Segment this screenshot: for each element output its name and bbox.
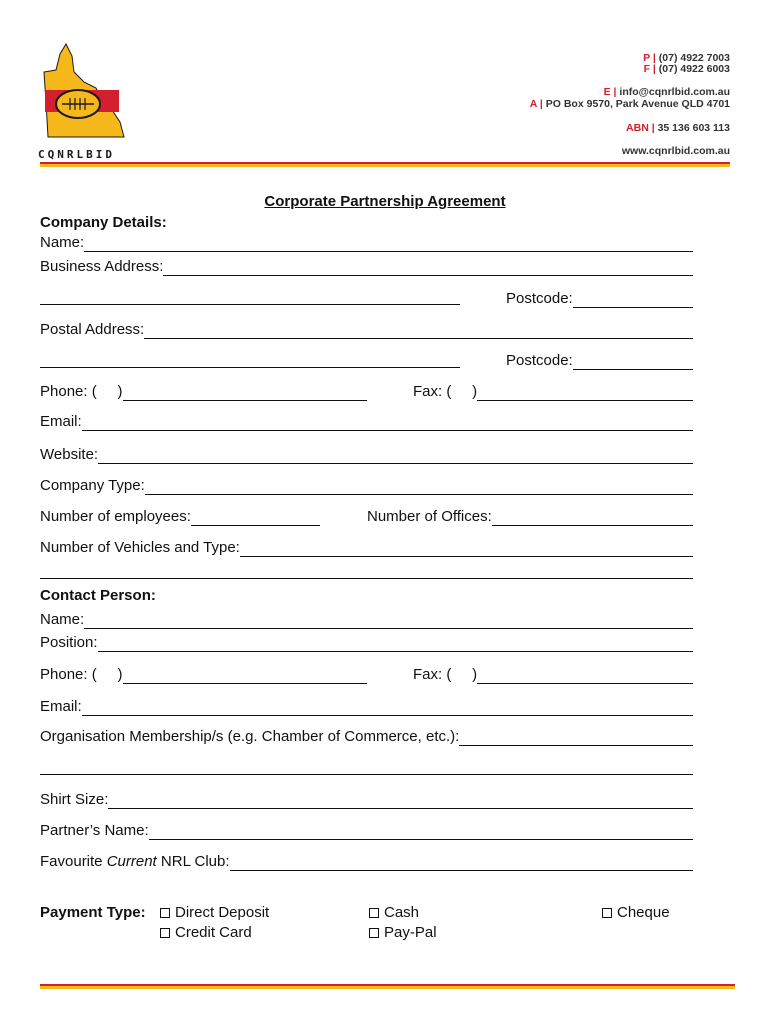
contact-phone-field[interactable]: Phone: ( ): [40, 664, 367, 684]
contact-person-heading: Contact Person:: [40, 587, 156, 604]
vehicles-line-2[interactable]: [40, 577, 693, 579]
contact-phone: P | (07) 4922 7003: [643, 52, 730, 64]
payment-type-label: Payment Type:: [40, 904, 146, 921]
company-type-field[interactable]: Company Type:: [40, 475, 693, 495]
checkbox-icon[interactable]: [369, 908, 379, 918]
company-email-field[interactable]: Email:: [40, 411, 693, 431]
company-phone-field[interactable]: Phone: ( ): [40, 381, 367, 401]
footer-divider: [40, 984, 735, 989]
num-vehicles-field[interactable]: Number of Vehicles and Type:: [40, 537, 693, 557]
checkbox-icon[interactable]: [369, 928, 379, 938]
shirt-size-field[interactable]: Shirt Size:: [40, 789, 693, 809]
num-employees-field[interactable]: Number of employees:: [40, 506, 320, 526]
contact-website: www.cqnrlbid.com.au: [621, 145, 730, 157]
postal-address-field[interactable]: Postal Address:: [40, 319, 693, 339]
payment-cash[interactable]: Cash: [369, 904, 419, 922]
business-address-line-2[interactable]: [40, 303, 460, 305]
logo: [38, 42, 138, 160]
form-title: Corporate Partnership Agreement: [264, 193, 506, 210]
postal-address-line-2[interactable]: [40, 366, 460, 368]
contact-fax: F | (07) 4922 6003: [643, 63, 730, 75]
contact-abn: ABN | 35 136 603 113: [626, 122, 730, 134]
payment-cheque[interactable]: Cheque: [602, 904, 670, 922]
contact-fax-field[interactable]: Fax: ( ): [413, 664, 693, 684]
company-fax-field[interactable]: Fax: ( ): [413, 381, 693, 401]
business-address-field[interactable]: Business Address:: [40, 256, 693, 276]
checkbox-icon[interactable]: [602, 908, 612, 918]
postal-postcode-field[interactable]: Postcode:: [506, 350, 693, 370]
business-postcode-field[interactable]: Postcode:: [506, 288, 693, 308]
contact-address: A | PO Box 9570, Park Avenue QLD 4701: [529, 98, 730, 110]
membership-field[interactable]: Organisation Membership/s (e.g. Chamber of Commerce, etc.):: [40, 726, 693, 746]
checkbox-icon[interactable]: [160, 908, 170, 918]
checkbox-icon[interactable]: [160, 928, 170, 938]
company-name-field[interactable]: Name:: [40, 232, 693, 252]
num-offices-field[interactable]: Number of Offices:: [367, 506, 693, 526]
contact-email-field[interactable]: Email:: [40, 696, 693, 716]
payment-paypal[interactable]: Pay-Pal: [369, 924, 437, 942]
contact-email: E | info@cqnrlbid.com.au: [603, 86, 730, 98]
favourite-club-field[interactable]: [40, 851, 693, 871]
membership-line-2[interactable]: [40, 773, 693, 775]
company-website-field[interactable]: Website:: [40, 444, 693, 464]
company-details-heading: Company Details:: [40, 214, 167, 231]
favourite-club-label: Favourite Current NRL Club:: [40, 853, 230, 870]
queensland-map-icon: [38, 42, 138, 142]
contact-position-field[interactable]: Position:: [40, 632, 693, 652]
payment-credit-card[interactable]: Credit Card: [160, 924, 252, 942]
header-divider: [40, 162, 730, 167]
logo-wordmark: CQNRLBID: [38, 148, 115, 161]
contact-name-field[interactable]: Name:: [40, 609, 693, 629]
partner-name-field[interactable]: Partner’s Name:: [40, 820, 693, 840]
payment-direct-deposit[interactable]: Direct Deposit: [160, 904, 269, 922]
